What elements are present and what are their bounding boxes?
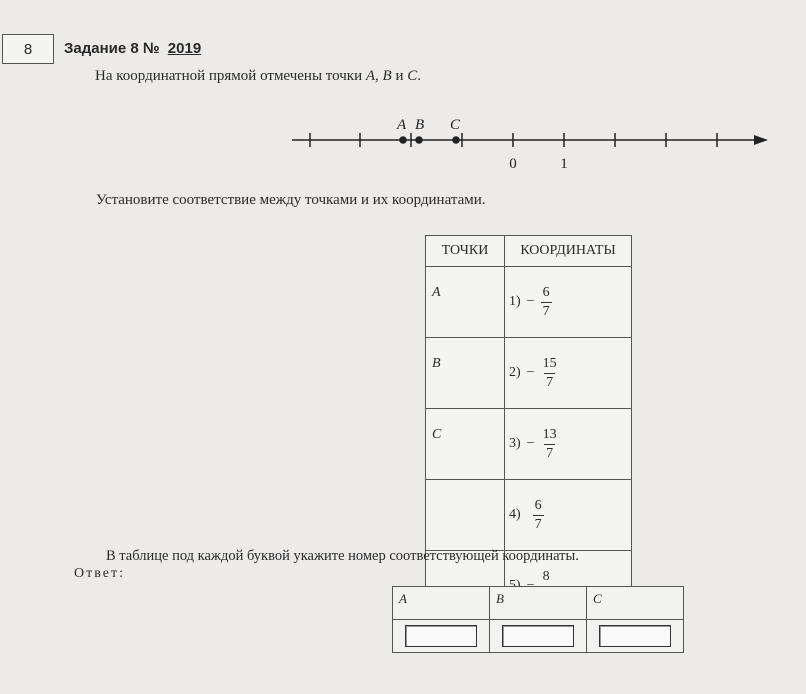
coordinate-option-1 [505, 286, 631, 319]
statement-sep1: , [375, 68, 383, 84]
answer-input-row [393, 620, 684, 653]
option-sign: − [526, 436, 535, 451]
task-id-link[interactable]: 2019 [167, 40, 202, 57]
table-row [426, 409, 632, 480]
option-sign: − [526, 294, 535, 309]
point-cell: C [426, 409, 505, 480]
numerator: 6 [534, 497, 542, 513]
match-table-header [426, 236, 632, 267]
point-b-label: B [415, 117, 425, 133]
numerator: 8 [542, 568, 550, 584]
axis-arrow [754, 135, 768, 145]
answer-label: Ответ: [74, 566, 125, 581]
statement-point-b: B [382, 68, 392, 84]
option-label: 4) [509, 507, 521, 522]
task-title-text: Задание 8 № [64, 40, 160, 57]
fraction [541, 357, 559, 390]
point-b-dot [415, 136, 423, 144]
one-label: 1 [560, 156, 568, 172]
coordinate-cell [505, 480, 632, 551]
answer-table [392, 586, 684, 653]
point-a-label: A [397, 117, 407, 133]
fraction [533, 499, 544, 532]
numerator: 6 [542, 284, 550, 300]
coordinate-option-2 [505, 357, 631, 390]
answer-input-b[interactable] [502, 625, 574, 647]
statement-sep2: и [391, 68, 408, 84]
header-points: ТОЧКИ [426, 236, 505, 267]
task-title [64, 40, 201, 57]
task-statement [95, 68, 421, 85]
table-row [426, 480, 632, 551]
answer-input-c[interactable] [599, 625, 671, 647]
numerator: 15 [542, 355, 557, 371]
answer-cell-c [587, 620, 684, 653]
answer-header-row [393, 587, 684, 620]
table-row [426, 338, 632, 409]
answer-input-a[interactable] [405, 625, 477, 647]
coordinate-cell [505, 409, 632, 480]
coordinate-cell [505, 267, 632, 338]
option-label: 1) [509, 294, 521, 309]
point-cell: A [426, 267, 505, 338]
fraction [541, 428, 559, 461]
coordinate-cell [505, 338, 632, 409]
option-label: 2) [509, 365, 521, 380]
coordinate-option-3 [505, 428, 631, 461]
statement-suffix: . [417, 68, 421, 84]
task-number: 8 [23, 40, 33, 58]
coordinate-option-4 [505, 499, 631, 532]
point-cell [426, 480, 505, 551]
answer-column-a: A [393, 587, 490, 620]
match-instruction: Установите соответствие между точками и их координатами. [96, 192, 486, 208]
denominator: 7 [546, 445, 554, 461]
answer-cell-b [490, 620, 587, 653]
answer-column-c: C [587, 587, 684, 620]
denominator: 7 [546, 374, 554, 390]
option-label: 3) [509, 436, 521, 451]
answer-instruction: В таблице под каждой буквой укажите номер соответствующей координаты. [106, 548, 579, 564]
point-cell: B [426, 338, 505, 409]
point-c-label: C [450, 117, 461, 133]
statement-prefix: На координатной прямой отмечены точки [95, 68, 366, 84]
number-line [288, 110, 778, 172]
statement-point-c: C [407, 68, 418, 84]
zero-label: 0 [509, 156, 517, 172]
point-a-dot [399, 136, 407, 144]
denominator: 7 [542, 303, 550, 319]
header-coordinates: КООРДИНАТЫ [505, 236, 632, 267]
task-number-box [2, 34, 54, 64]
option-sign: − [526, 365, 535, 380]
table-row [426, 267, 632, 338]
denominator: 7 [534, 516, 542, 532]
numerator: 13 [542, 426, 557, 442]
point-c-dot [452, 136, 460, 144]
statement-point-a: A [365, 68, 376, 84]
fraction [541, 286, 552, 319]
answer-column-b: B [490, 587, 587, 620]
answer-cell-a [393, 620, 490, 653]
